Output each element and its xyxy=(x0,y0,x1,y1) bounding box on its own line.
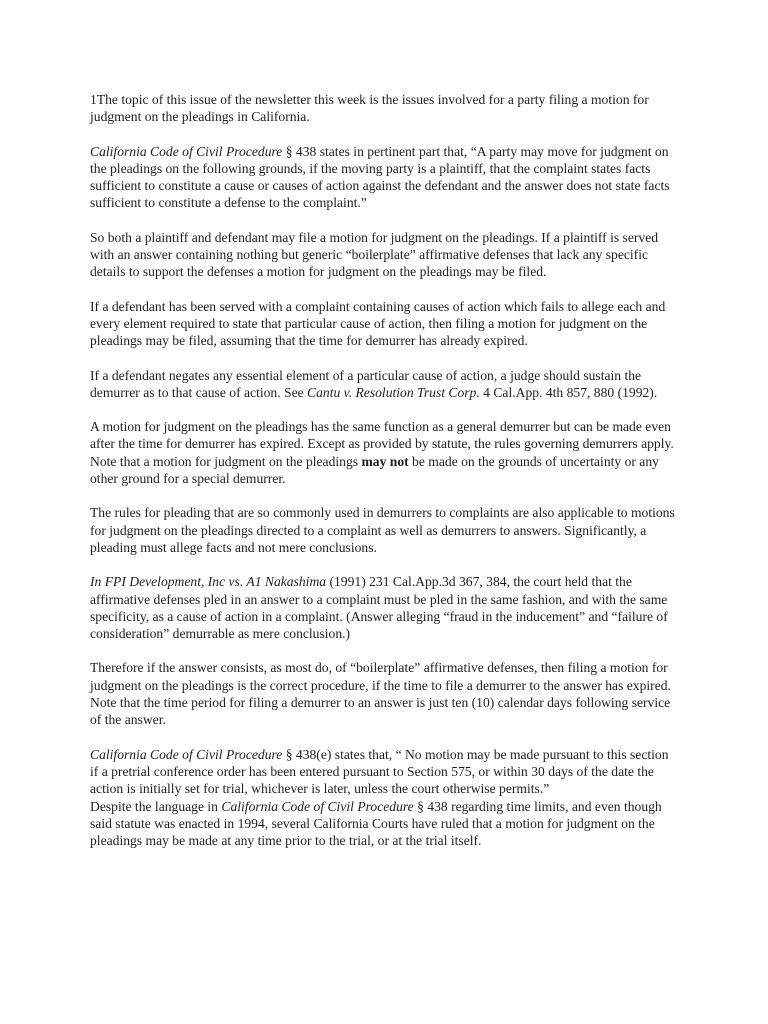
paragraph-text: 4 Cal.App. 4th 857, 880 (1992). xyxy=(479,384,658,400)
paragraph-p6 xyxy=(90,418,680,487)
paragraph-p3 xyxy=(90,229,680,281)
paragraph-text: The rules for pleading that are so commonly used in demurrers to complaints are also applicable to motions for judgment on the pleadings directed to a complaint as well as demurrers to answers. Significantly, a pleading must allege facts and not mere conclusions. xyxy=(90,505,675,555)
paragraph-text: § 438 regarding time limits, and even though said statute was enacted in 1994, several California Courts have ruled that a motion for judgment on the pleadings may be made at any time prior to the trial, or at the trial itself. xyxy=(90,798,662,849)
paragraph-text: 1The topic of this issue of the newsletter this week is the issues involved for a party filing a motion for judgment on the pleadings in California. xyxy=(90,92,649,125)
citation-text: California Code of Civil Procedure xyxy=(90,143,283,159)
citation-text: Cantu v. Resolution Trust Corp. xyxy=(307,384,480,400)
paragraph-p11 xyxy=(90,798,680,850)
paragraph-text: If a defendant negates any essential element of a particular cause of action, a judge should sustain the demurrer as to that cause of action. See xyxy=(90,367,642,400)
paragraph-p8 xyxy=(90,573,680,642)
document-body xyxy=(90,91,680,866)
paragraph-text: Despite the language in xyxy=(90,798,222,814)
citation-text: In FPI Development, Inc vs. A1 Nakashima xyxy=(90,574,327,590)
paragraph-p2 xyxy=(90,143,680,212)
paragraph-p1 xyxy=(90,91,680,126)
paragraph-text: be made on the grounds of uncertainty or any other ground for a special demurrer. xyxy=(90,453,659,487)
citation-text: California Code of Civil Procedure xyxy=(221,798,414,814)
paragraph-text: § 438(e) states that, “ No motion may be made pursuant to this section if a pretrial conference order has been entered pursuant to Section 575, or within 30 days of the date the action is initially set for trial, whichever is later, unless the court otherwise permits.” xyxy=(90,746,669,797)
paragraph-text: Therefore if the answer consists, as most do, of “boilerplate” affirmative defenses, then filing a motion for judgment on the pleadings is the correct procedure, if the time to file a demurrer to the answer has expired. Note that the time period for filing a demurrer to an answer is just ten (10) calendar days following service of the answer. xyxy=(90,660,671,728)
paragraph-text: A motion for judgment on the pleadings has the same function as a general demurrer but can be made even after the time for demurrer has expired. Except as provided by statute, the rules governing demurrers apply. Note that a motion for judgment on the pleadings xyxy=(90,419,674,469)
paragraph-p5 xyxy=(90,367,680,402)
paragraph-text: If a defendant has been served with a complaint containing causes of action which fails to allege each and every element required to state that particular cause of action, then filing a motion for judgment on the pleadings may be filed, assuming that the time for demurrer has already expired. xyxy=(90,298,666,349)
emphasis-text: may not xyxy=(361,453,409,469)
paragraph-text: § 438 states in pertinent part that, “A party may move for judgment on the pleadings on the following grounds, if the moving party is a plaintiff, that the complaint states facts sufficient to constitute a cause or causes of action against the defendant and the answer does not state facts sufficient to constitute a defense to the complaint.” xyxy=(90,143,670,211)
paragraph-text: (1991) 231 Cal.App.3d 367, 384, the court held that the affirmative defenses pled in an answer to a complaint must be pled in the same fashion, and with the same specificity, as a cause of action in a complaint. (Answer alleging “fraud in the inducement” and “failure of consideration” demurrable as mere conclusion.) xyxy=(90,574,668,642)
paragraph-text: So both a plaintiff and defendant may file a motion for judgment on the pleadings. If a plaintiff is served with an answer containing nothing but generic “boilerplate” affirmative defenses that lack any specific details to support the defenses a motion for judgment on the pleadings may be filed. xyxy=(90,229,659,280)
paragraph-p4 xyxy=(90,298,680,350)
paragraph-p10 xyxy=(90,746,680,798)
paragraph-p7 xyxy=(90,504,680,556)
citation-text: California Code of Civil Procedure xyxy=(90,746,283,762)
paragraph-p9 xyxy=(90,659,680,728)
